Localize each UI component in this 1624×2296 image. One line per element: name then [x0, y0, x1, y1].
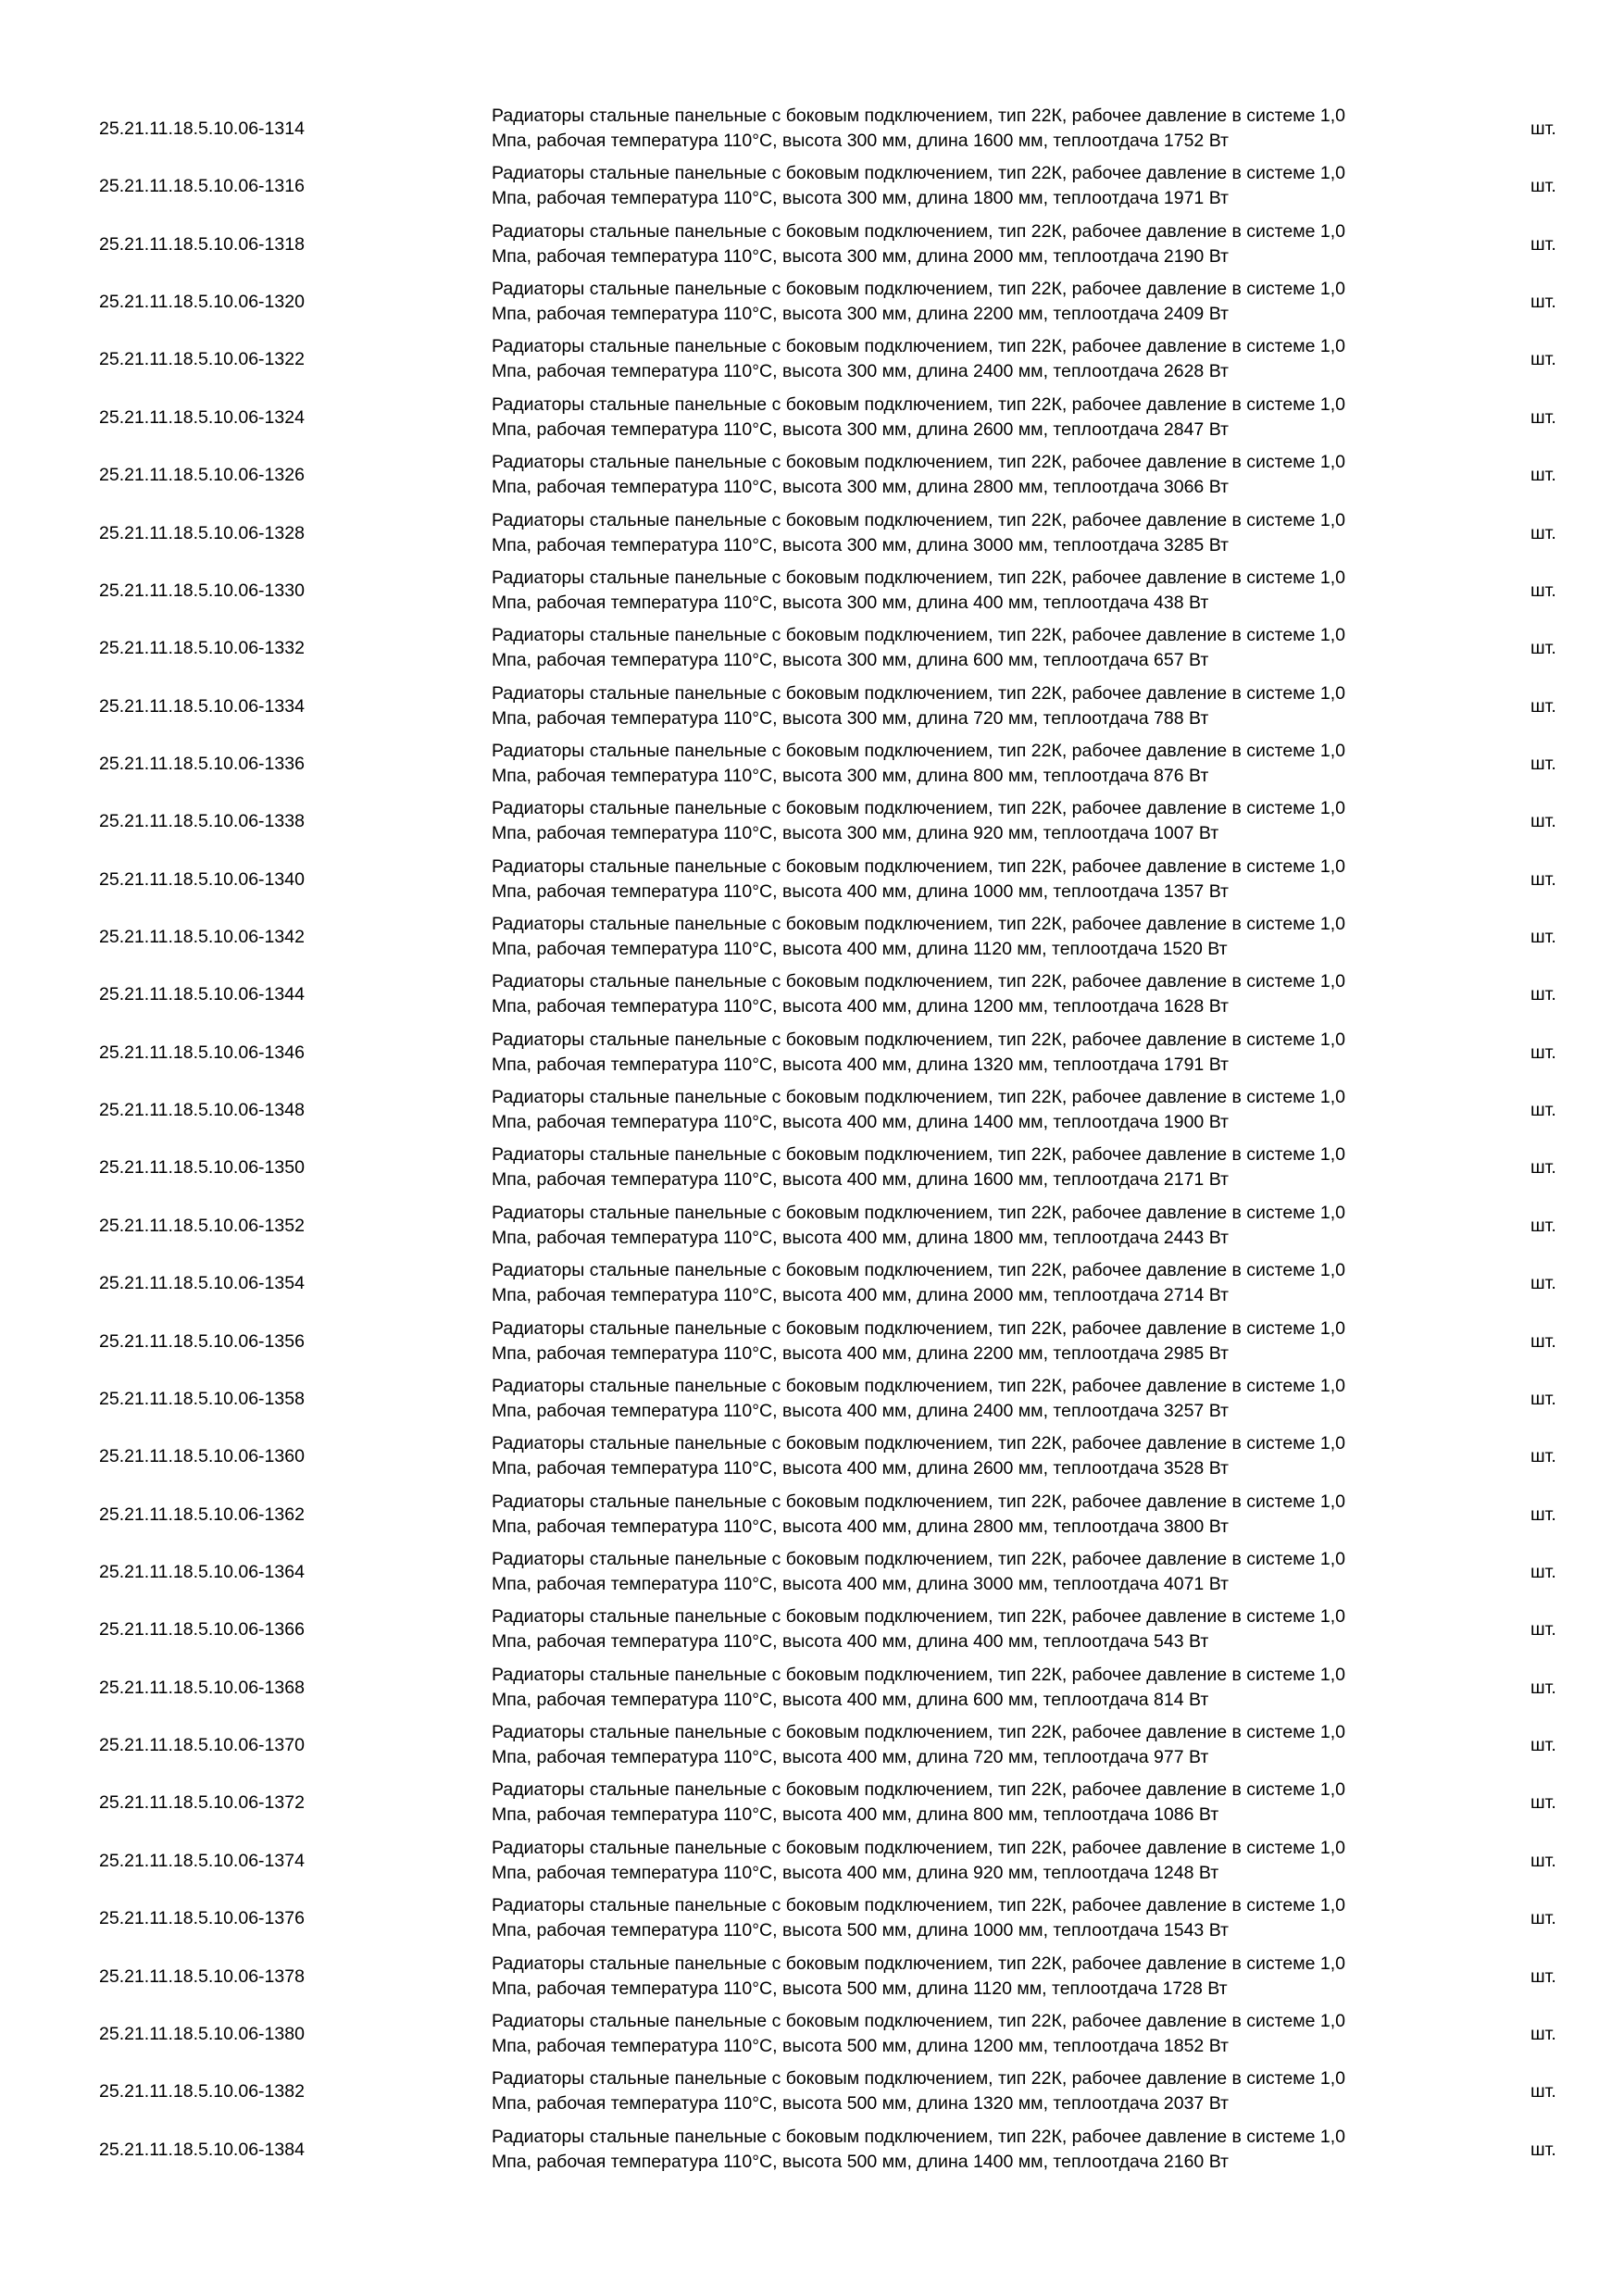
item-code: 25.21.11.18.5.10.06-1326 [99, 465, 305, 486]
item-unit: шт. [1530, 2023, 1556, 2044]
table-row [0, 619, 1624, 677]
item-code: 25.21.11.18.5.10.06-1368 [99, 1677, 305, 1698]
item-unit: шт. [1530, 1042, 1556, 1063]
item-unit: шт. [1530, 753, 1556, 774]
item-code: 25.21.11.18.5.10.06-1318 [99, 233, 305, 255]
description-line-2: Мпа, рабочая температура 110°С, высота 500 мм, длина 1400 мм, теплоотдача 2160 Вт [492, 2151, 1229, 2172]
item-unit: шт. [1530, 233, 1556, 255]
description-line-1: Радиаторы стальные панельные с боковым подключением, тип 22К, рабочее давление в системе 1,0 [492, 1317, 1345, 1339]
description-line-2: Мпа, рабочая температура 110°С, высота 300 мм, длина 800 мм, теплоотдача 876 Вт [492, 765, 1209, 786]
description-line-2: Мпа, рабочая температура 110°С, высота 300 мм, длина 600 мм, теплоотдача 657 Вт [492, 650, 1209, 671]
table-row [0, 562, 1624, 619]
description-line-2: Мпа, рабочая температура 110°С, высота 400 мм, длина 400 мм, теплоотдача 543 Вт [492, 1631, 1209, 1653]
description-line-2: Мпа, рабочая температура 110°С, высота 400 мм, длина 2800 мм, теплоотдача 3800 Вт [492, 1516, 1229, 1537]
description-line-2: Мпа, рабочая температура 110°С, высота 500 мм, длина 1000 мм, теплоотдача 1543 Вт [492, 1920, 1229, 1941]
table-row [0, 273, 1624, 331]
item-code: 25.21.11.18.5.10.06-1328 [99, 522, 305, 543]
description-line-1: Радиаторы стальные панельные с боковым подключением, тип 22К, рабочее давление в системе 1,0 [492, 798, 1345, 819]
item-unit: шт. [1530, 406, 1556, 428]
description-line-2: Мпа, рабочая температура 110°С, высота 400 мм, длина 1120 мм, теплоотдача 1520 Вт [492, 939, 1228, 960]
item-code: 25.21.11.18.5.10.06-1374 [99, 1850, 305, 1871]
item-code: 25.21.11.18.5.10.06-1352 [99, 1215, 305, 1236]
table-row [0, 1601, 1624, 1658]
description-line-1: Радиаторы стальные панельные с боковым подключением, тип 22К, рабочее давление в системе 1,0 [492, 1548, 1345, 1569]
item-description [492, 566, 1492, 616]
table-row [0, 1832, 1624, 1890]
table-row [0, 851, 1624, 908]
item-description [492, 334, 1492, 384]
item-code: 25.21.11.18.5.10.06-1336 [99, 753, 305, 774]
description-line-1: Радиаторы стальные панельные с боковым подключением, тип 22К, рабочее давление в системе 1,0 [492, 2068, 1345, 2090]
description-line-1: Радиаторы стальные панельные с боковым подключением, тип 22К, рабочее давление в системе 1,0 [492, 2010, 1345, 2031]
table-row [0, 157, 1624, 215]
item-description [492, 1258, 1492, 1308]
description-line-2: Мпа, рабочая температура 110°С, высота 300 мм, длина 1600 мм, теплоотдача 1752 Вт [492, 131, 1229, 151]
description-line-1: Радиаторы стальные панельные с боковым подключением, тип 22К, рабочее давление в системе 1,0 [492, 1664, 1345, 1685]
item-code: 25.21.11.18.5.10.06-1378 [99, 1965, 305, 1987]
description-line-1: Радиаторы стальные панельные с боковым подключением, тип 22К, рабочее давление в системе 1,0 [492, 1029, 1345, 1050]
table-row [0, 2005, 1624, 2063]
description-line-1: Радиаторы стальные панельные с боковым подключением, тип 22К, рабочее давление в системе 1,0 [492, 106, 1345, 126]
table-row [0, 1543, 1624, 1601]
description-line-1: Радиаторы стальные панельные с боковым подключением, тип 22К, рабочее давление в системе 1,0 [492, 2126, 1345, 2147]
description-line-1: Радиаторы стальные панельные с боковым подключением, тип 22К, рабочее давление в системе 1,0 [492, 393, 1345, 415]
item-unit: шт. [1530, 868, 1556, 890]
table-row [0, 1370, 1624, 1428]
item-description [492, 104, 1492, 154]
item-description [492, 161, 1492, 211]
item-description [492, 1028, 1492, 1078]
description-line-2: Мпа, рабочая температура 110°С, высота 400 мм, длина 1800 мм, теплоотдача 2443 Вт [492, 1227, 1229, 1248]
description-line-2: Мпа, рабочая температура 110°С, высота 400 мм, длина 1320 мм, теплоотдача 1791 Вт [492, 1054, 1229, 1075]
item-description [492, 1374, 1492, 1424]
item-code: 25.21.11.18.5.10.06-1340 [99, 868, 305, 890]
item-description [492, 2066, 1492, 2116]
description-line-1: Радиаторы стальные панельные с боковым подключением, тип 22К, рабочее давление в системе 1,0 [492, 509, 1345, 530]
item-unit: шт. [1530, 1330, 1556, 1352]
description-line-1: Радиаторы стальные панельные с боковым подключением, тип 22К, рабочее давление в системе 1,0 [492, 1144, 1345, 1166]
item-code: 25.21.11.18.5.10.06-1332 [99, 638, 305, 659]
table-row [0, 1081, 1624, 1139]
item-unit: шт. [1530, 349, 1556, 370]
description-line-2: Мпа, рабочая температура 110°С, высота 500 мм, длина 1120 мм, теплоотдача 1728 Вт [492, 1978, 1228, 1999]
item-description [492, 277, 1492, 327]
description-line-1: Радиаторы стальные панельные с боковым подключением, тип 22К, рабочее давление в системе 1,0 [492, 163, 1345, 184]
item-code: 25.21.11.18.5.10.06-1380 [99, 2023, 305, 2044]
description-line-1: Радиаторы стальные панельные с боковым подключением, тип 22К, рабочее давление в системе 1,0 [492, 971, 1345, 992]
description-line-2: Мпа, рабочая температура 110°С, высота 400 мм, длина 1200 мм, теплоотдача 1628 Вт [492, 996, 1229, 1017]
description-line-1: Радиаторы стальные панельные с боковым подключением, тип 22К, рабочее давление в системе 1,0 [492, 1375, 1345, 1396]
item-code: 25.21.11.18.5.10.06-1344 [99, 984, 305, 1005]
item-unit: шт. [1530, 119, 1556, 139]
description-line-2: Мпа, рабочая температура 110°С, высота 400 мм, длина 920 мм, теплоотдача 1248 Вт [492, 1862, 1219, 1883]
item-description [492, 393, 1492, 443]
description-line-1: Радиаторы стальные панельные с боковым подключением, тип 22К, рабочее давление в системе 1,0 [492, 855, 1345, 877]
item-unit: шт. [1530, 1792, 1556, 1814]
description-line-2: Мпа, рабочая температура 110°С, высота 400 мм, длина 2600 мм, теплоотдача 3528 Вт [492, 1458, 1229, 1479]
description-line-2: Мпа, рабочая температура 110°С, высота 300 мм, длина 400 мм, теплоотдача 438 Вт [492, 592, 1209, 613]
table-row [0, 1659, 1624, 1716]
description-line-2: Мпа, рабочая температура 110°С, высота 400 мм, длина 720 мм, теплоотдача 977 Вт [492, 1747, 1209, 1768]
item-unit: шт. [1530, 1850, 1556, 1871]
description-line-1: Радиаторы стальные панельные с боковым подключением, тип 22К, рабочее давление в системе 1,0 [492, 1433, 1345, 1454]
item-unit: шт. [1530, 1619, 1556, 1641]
item-description [492, 2009, 1492, 2059]
item-description [492, 450, 1492, 500]
item-description [492, 912, 1492, 962]
item-description [492, 1778, 1492, 1828]
item-unit: шт. [1530, 1273, 1556, 1294]
item-description [492, 2125, 1492, 2175]
description-line-1: Радиаторы стальные панельные с боковым подключением, тип 22К, рабочее давление в системе 1,0 [492, 452, 1345, 473]
item-description [492, 855, 1492, 905]
item-code: 25.21.11.18.5.10.06-1348 [99, 1100, 305, 1121]
item-code: 25.21.11.18.5.10.06-1338 [99, 811, 305, 832]
table-row [0, 331, 1624, 388]
item-code: 25.21.11.18.5.10.06-1316 [99, 176, 305, 197]
table-row [0, 100, 1624, 157]
item-description [492, 1142, 1492, 1192]
description-line-2: Мпа, рабочая температура 110°С, высота 400 мм, длина 2400 мм, теплоотдача 3257 Вт [492, 1400, 1229, 1421]
item-description [492, 1836, 1492, 1886]
item-description [492, 1201, 1492, 1251]
item-unit: шт. [1530, 1677, 1556, 1698]
description-line-2: Мпа, рабочая температура 110°С, высота 300 мм, длина 920 мм, теплоотдача 1007 Вт [492, 823, 1219, 844]
description-line-2: Мпа, рабочая температура 110°С, высота 300 мм, длина 2400 мм, теплоотдача 2628 Вт [492, 361, 1229, 382]
item-code: 25.21.11.18.5.10.06-1320 [99, 292, 305, 313]
description-line-1: Радиаторы стальные панельные с боковым подключением, тип 22К, рабочее давление в системе 1,0 [492, 1260, 1345, 1281]
item-code: 25.21.11.18.5.10.06-1384 [99, 2139, 305, 2160]
item-description [492, 969, 1492, 1019]
item-unit: шт. [1530, 1388, 1556, 1409]
table-row [0, 1313, 1624, 1370]
item-description [492, 681, 1492, 731]
description-line-1: Радиаторы стальные панельные с боковым подключением, тип 22К, рабочее давление в системе 1,0 [492, 1087, 1345, 1108]
description-line-2: Мпа, рабочая температура 110°С, высота 400 мм, длина 2000 мм, теплоотдача 2714 Вт [492, 1285, 1229, 1306]
table-row [0, 2063, 1624, 2120]
item-description [492, 1547, 1492, 1597]
item-unit: шт. [1530, 1908, 1556, 1929]
description-line-2: Мпа, рабочая температура 110°С, высота 300 мм, длина 3000 мм, теплоотдача 3285 Вт [492, 534, 1229, 555]
item-code: 25.21.11.18.5.10.06-1324 [99, 406, 305, 428]
description-line-1: Радиаторы стальные панельные с боковым подключением, тип 22К, рабочее давление в системе 1,0 [492, 682, 1345, 704]
description-line-1: Радиаторы стальные панельные с боковым подключением, тип 22К, рабочее давление в системе 1,0 [492, 1895, 1345, 1916]
item-code: 25.21.11.18.5.10.06-1370 [99, 1735, 305, 1756]
item-code: 25.21.11.18.5.10.06-1372 [99, 1792, 305, 1814]
description-line-2: Мпа, рабочая температура 110°С, высота 400 мм, длина 800 мм, теплоотдача 1086 Вт [492, 1804, 1219, 1826]
item-code: 25.21.11.18.5.10.06-1362 [99, 1504, 305, 1525]
item-unit: шт. [1530, 1504, 1556, 1525]
item-code: 25.21.11.18.5.10.06-1334 [99, 695, 305, 717]
description-line-1: Радиаторы стальные панельные с боковым подключением, тип 22К, рабочее давление в системе 1,0 [492, 1606, 1345, 1628]
description-line-2: Мпа, рабочая температура 110°С, высота 500 мм, длина 1320 мм, теплоотдача 2037 Вт [492, 2093, 1229, 2115]
item-unit: шт. [1530, 1735, 1556, 1756]
item-description [492, 739, 1492, 789]
description-line-2: Мпа, рабочая температура 110°С, высота 400 мм, длина 600 мм, теплоотдача 814 Вт [492, 1689, 1209, 1710]
item-unit: шт. [1530, 638, 1556, 659]
table-row [0, 2121, 1624, 2178]
description-line-1: Радиаторы стальные панельные с боковым подключением, тип 22К, рабочее давление в системе 1,0 [492, 1779, 1345, 1801]
item-unit: шт. [1530, 522, 1556, 543]
item-unit: шт. [1530, 1215, 1556, 1236]
description-line-2: Мпа, рабочая температура 110°С, высота 400 мм, длина 3000 мм, теплоотдача 4071 Вт [492, 1573, 1229, 1594]
table-row [0, 966, 1624, 1023]
item-unit: шт. [1530, 292, 1556, 313]
item-code: 25.21.11.18.5.10.06-1354 [99, 1273, 305, 1294]
item-description [492, 1316, 1492, 1366]
item-description [492, 1604, 1492, 1654]
table-row [0, 446, 1624, 504]
item-unit: шт. [1530, 1100, 1556, 1121]
item-unit: шт. [1530, 927, 1556, 948]
table-row [0, 1254, 1624, 1312]
description-line-1: Радиаторы стальные панельные с боковым подключением, тип 22К, рабочее давление в системе 1,0 [492, 1837, 1345, 1858]
item-description [492, 1952, 1492, 2002]
item-unit: шт. [1530, 695, 1556, 717]
item-description [492, 1490, 1492, 1540]
table-row [0, 216, 1624, 273]
description-line-1: Радиаторы стальные панельные с боковым подключением, тип 22К, рабочее давление в системе 1,0 [492, 1953, 1345, 1974]
table-row [0, 505, 1624, 562]
item-unit: шт. [1530, 2081, 1556, 2103]
item-code: 25.21.11.18.5.10.06-1364 [99, 1561, 305, 1582]
item-description [492, 508, 1492, 558]
item-code: 25.21.11.18.5.10.06-1360 [99, 1446, 305, 1467]
table-row [0, 1774, 1624, 1831]
item-code: 25.21.11.18.5.10.06-1342 [99, 927, 305, 948]
item-description [492, 623, 1492, 673]
table-row [0, 1428, 1624, 1485]
table-row [0, 1890, 1624, 1947]
table-row [0, 1948, 1624, 2005]
item-description [492, 1720, 1492, 1770]
item-description [492, 1085, 1492, 1135]
item-code: 25.21.11.18.5.10.06-1376 [99, 1908, 305, 1929]
item-unit: шт. [1530, 2139, 1556, 2160]
item-unit: шт. [1530, 1561, 1556, 1582]
table-row [0, 1197, 1624, 1254]
table-row [0, 1139, 1624, 1196]
item-code: 25.21.11.18.5.10.06-1322 [99, 349, 305, 370]
item-code: 25.21.11.18.5.10.06-1382 [99, 2081, 305, 2103]
item-code: 25.21.11.18.5.10.06-1356 [99, 1330, 305, 1352]
description-line-2: Мпа, рабочая температура 110°С, высота 300 мм, длина 720 мм, теплоотдача 788 Вт [492, 707, 1209, 729]
item-unit: шт. [1530, 984, 1556, 1005]
item-code: 25.21.11.18.5.10.06-1314 [99, 119, 305, 139]
description-line-1: Радиаторы стальные панельные с боковым подключением, тип 22К, рабочее давление в системе 1,0 [492, 567, 1345, 588]
description-line-2: Мпа, рабочая температура 110°С, высота 400 мм, длина 1600 мм, теплоотдача 2171 Вт [492, 1169, 1229, 1191]
price-table [0, 100, 1624, 2178]
description-line-1: Радиаторы стальные панельные с боковым подключением, тип 22К, рабочее давление в системе 1,0 [492, 336, 1345, 357]
item-unit: шт. [1530, 1446, 1556, 1467]
description-line-2: Мпа, рабочая температура 110°С, высота 400 мм, длина 1000 мм, теплоотдача 1357 Вт [492, 880, 1229, 902]
item-code: 25.21.11.18.5.10.06-1358 [99, 1388, 305, 1409]
table-row [0, 678, 1624, 735]
item-unit: шт. [1530, 1965, 1556, 1987]
description-line-2: Мпа, рабочая температура 110°С, высота 300 мм, длина 2600 мм, теплоотдача 2847 Вт [492, 418, 1229, 440]
item-unit: шт. [1530, 580, 1556, 601]
item-code: 25.21.11.18.5.10.06-1350 [99, 1157, 305, 1179]
description-line-1: Радиаторы стальные панельные с боковым подключением, тип 22К, рабочее давление в системе 1,0 [492, 220, 1345, 242]
item-description [492, 1893, 1492, 1943]
description-line-1: Радиаторы стальные панельные с боковым подключением, тип 22К, рабочее давление в системе 1,0 [492, 914, 1345, 935]
item-description [492, 1663, 1492, 1713]
description-line-2: Мпа, рабочая температура 110°С, высота 300 мм, длина 2000 мм, теплоотдача 2190 Вт [492, 245, 1229, 267]
table-row [0, 1024, 1624, 1081]
description-line-1: Радиаторы стальные панельные с боковым подключением, тип 22К, рабочее давление в системе 1,0 [492, 1491, 1345, 1512]
item-code: 25.21.11.18.5.10.06-1330 [99, 580, 305, 601]
description-line-2: Мпа, рабочая температура 110°С, высота 300 мм, длина 1800 мм, теплоотдача 1971 Вт [492, 188, 1229, 209]
item-unit: шт. [1530, 811, 1556, 832]
item-unit: шт. [1530, 465, 1556, 486]
description-line-1: Радиаторы стальные панельные с боковым подключением, тип 22К, рабочее давление в системе 1,0 [492, 279, 1345, 300]
description-line-1: Радиаторы стальные панельные с боковым подключением, тип 22К, рабочее давление в системе 1,0 [492, 740, 1345, 761]
table-row [0, 1716, 1624, 1774]
description-line-2: Мпа, рабочая температура 110°С, высота 400 мм, длина 2200 мм, теплоотдача 2985 Вт [492, 1342, 1229, 1364]
item-code: 25.21.11.18.5.10.06-1346 [99, 1042, 305, 1063]
description-line-1: Радиаторы стальные панельные с боковым подключением, тип 22К, рабочее давление в системе 1,0 [492, 1722, 1345, 1743]
item-unit: шт. [1530, 176, 1556, 197]
description-line-2: Мпа, рабочая температура 110°С, высота 300 мм, длина 2800 мм, теплоотдача 3066 Вт [492, 477, 1229, 498]
description-line-2: Мпа, рабочая температура 110°С, высота 300 мм, длина 2200 мм, теплоотдача 2409 Вт [492, 304, 1229, 325]
item-description [492, 1431, 1492, 1481]
description-line-2: Мпа, рабочая температура 110°С, высота 500 мм, длина 1200 мм, теплоотдача 1852 Вт [492, 2035, 1229, 2056]
table-row [0, 1486, 1624, 1543]
table-row [0, 908, 1624, 966]
table-row [0, 735, 1624, 792]
description-line-1: Радиаторы стальные панельные с боковым подключением, тип 22К, рабочее давление в системе 1,0 [492, 1202, 1345, 1223]
table-row [0, 792, 1624, 850]
item-code: 25.21.11.18.5.10.06-1366 [99, 1619, 305, 1641]
description-line-2: Мпа, рабочая температура 110°С, высота 400 мм, длина 1400 мм, теплоотдача 1900 Вт [492, 1112, 1229, 1133]
item-description [492, 219, 1492, 269]
item-unit: шт. [1530, 1157, 1556, 1179]
description-line-1: Радиаторы стальные панельные с боковым подключением, тип 22К, рабочее давление в системе 1,0 [492, 625, 1345, 646]
item-description [492, 796, 1492, 846]
table-row [0, 389, 1624, 446]
